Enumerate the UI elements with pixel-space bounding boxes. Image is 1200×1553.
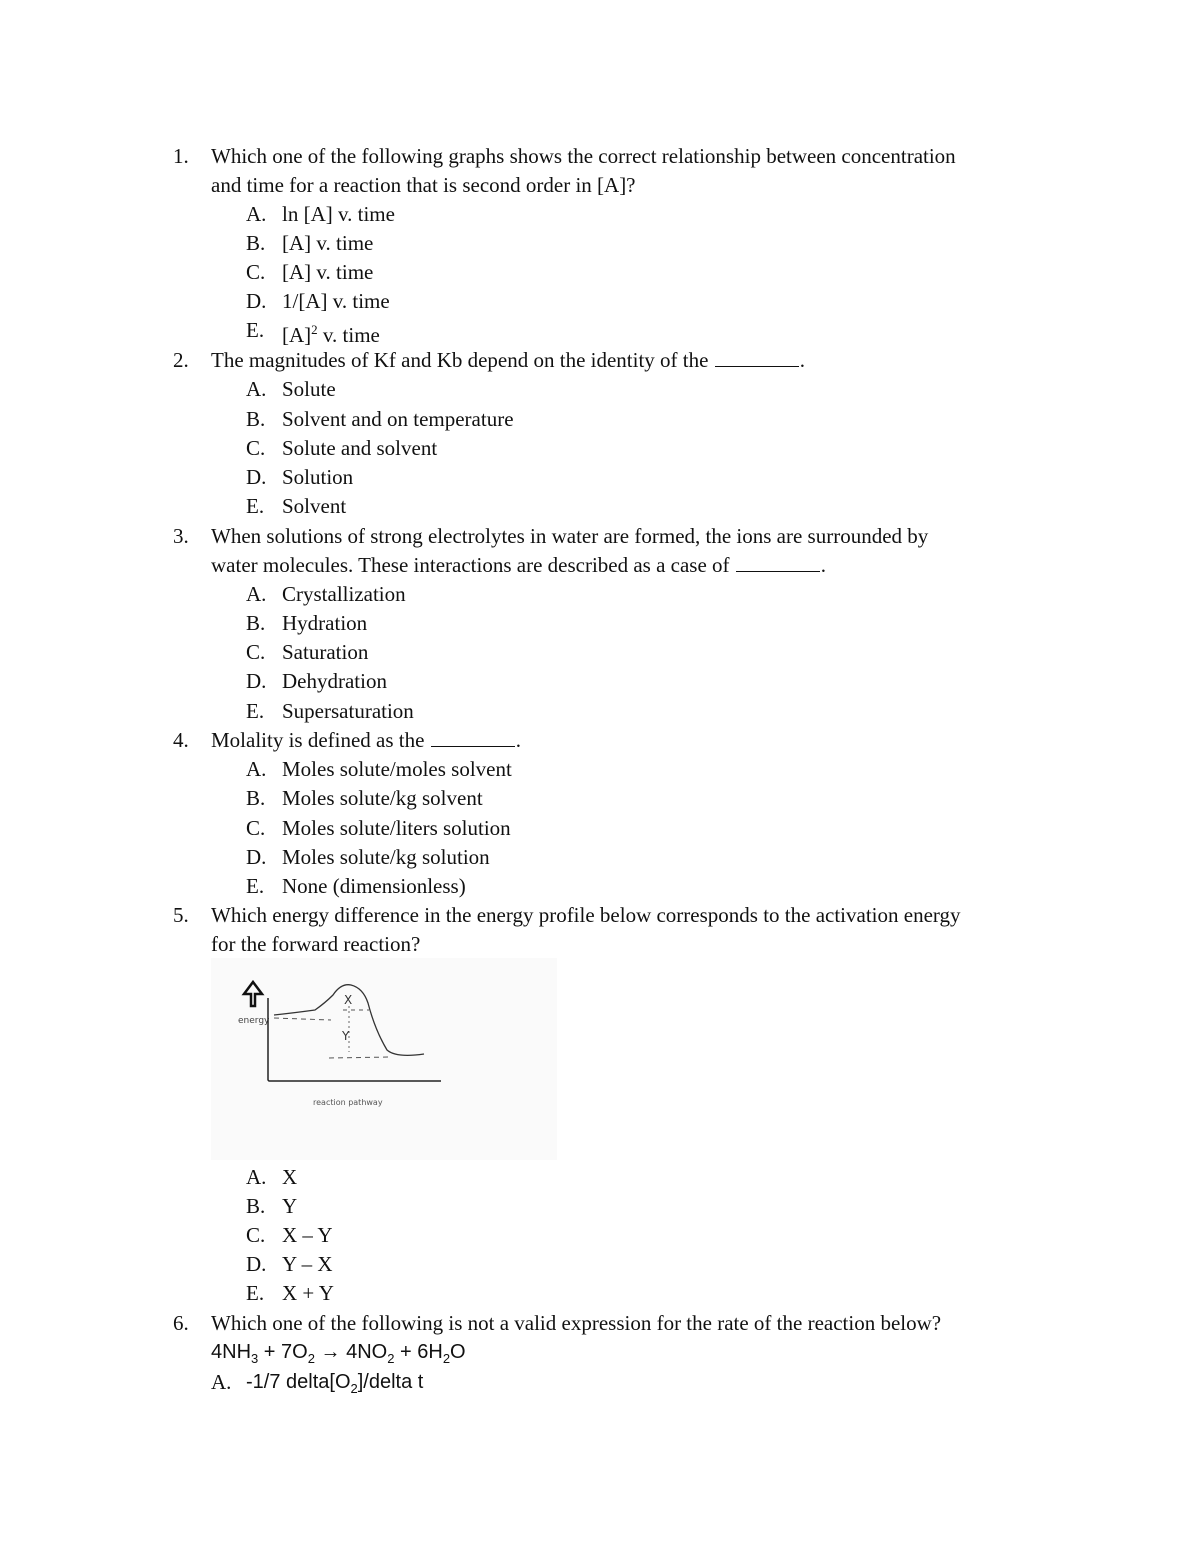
question-6-line-1: [0, 1308, 1200, 1338]
option-letter: A.: [211, 1370, 232, 1394]
option-text: Solvent and on temperature: [282, 407, 514, 431]
option-letter: B.: [246, 231, 266, 255]
option-letter: E.: [246, 1281, 265, 1305]
option-row: [0, 491, 1200, 521]
question-5-line-1: [0, 900, 1200, 930]
option-letter: B.: [246, 407, 266, 431]
answer-blank: [736, 551, 820, 572]
subscript: 2: [442, 1351, 451, 1366]
equation-part: 4NH: [211, 1341, 252, 1363]
option-row: [0, 1162, 1200, 1192]
option-letter: C.: [246, 816, 266, 840]
question-text: [211, 550, 826, 580]
option-text: Y – X: [282, 1252, 333, 1276]
question-text: [211, 345, 805, 375]
question-number: 4.: [173, 728, 189, 752]
option-text: Solute: [282, 377, 336, 401]
equation-part: + 6H: [394, 1341, 443, 1363]
question-3-line-2: [0, 550, 1200, 580]
option-text: [246, 1367, 423, 1404]
option-text: Solute and solvent: [282, 436, 438, 460]
option-row: [0, 783, 1200, 813]
energy-profile-diagram: [211, 958, 557, 1160]
option-row: [0, 637, 1200, 667]
question-text: Which energy difference in the energy profile below corresponds to the activation energy: [211, 903, 961, 927]
option-row: [0, 842, 1200, 872]
option-text: Saturation: [282, 640, 369, 664]
question-text-part: .: [820, 553, 827, 577]
option-row: [0, 1220, 1200, 1250]
subscript: 2: [387, 1351, 395, 1366]
option-text: Hydration: [282, 611, 368, 635]
option-text: X + Y: [282, 1281, 334, 1305]
y-difference-label: Y: [342, 1029, 350, 1043]
option-text: ln [A] v. time: [282, 202, 395, 226]
subscript: 2: [307, 1351, 315, 1366]
option-row: [0, 1191, 1200, 1221]
question-number: 1.: [173, 144, 189, 168]
option-row: [0, 608, 1200, 638]
option-letter: C.: [246, 640, 266, 664]
option-text: X: [282, 1165, 298, 1189]
answer-blank: [431, 726, 515, 747]
option-row: [0, 696, 1200, 726]
option-letter: A.: [246, 202, 267, 226]
option-text-part: v. time: [317, 323, 380, 347]
chemical-equation: [0, 1337, 1200, 1367]
option-letter: D.: [246, 845, 267, 869]
option-text: Moles solute/liters solution: [282, 816, 511, 840]
option-letter: E.: [246, 699, 265, 723]
option-letter: C.: [246, 260, 266, 284]
question-text: Which one of the following is not a valid expression for the rate of the reaction below?: [211, 1311, 942, 1335]
option-text: Solution: [282, 465, 354, 489]
option-row: [0, 1367, 1200, 1397]
subscript: 3: [251, 1351, 259, 1366]
option-text-part: -1/7 delta[O: [246, 1371, 351, 1393]
option-text-part: ]/delta t: [357, 1371, 424, 1393]
option-letter: E.: [246, 494, 265, 518]
option-text: Supersaturation: [282, 699, 414, 723]
x-axis-label: reaction pathway: [313, 1098, 383, 1107]
reactant-level-line: [274, 1018, 331, 1020]
subscript: 2: [350, 1381, 358, 1396]
product-level-line: [329, 1057, 391, 1058]
option-letter: C.: [246, 436, 266, 460]
question-text-part: .: [515, 728, 521, 752]
energy-profile-figure: [211, 958, 557, 1160]
question-text: When solutions of strong electrolytes in water are formed, the ions are surrounded by: [211, 524, 929, 548]
option-text: Dehydration: [282, 669, 387, 693]
x-difference-label: X: [344, 993, 353, 1007]
option-row: [0, 228, 1200, 258]
question-3-line-1: [0, 521, 1200, 551]
option-text: [A] v. time: [282, 231, 374, 255]
option-text: Y: [282, 1194, 298, 1218]
question-text-part: Molality is defined as the: [211, 728, 430, 752]
option-letter: A.: [246, 582, 267, 606]
option-letter: D.: [246, 289, 267, 313]
option-row: [0, 871, 1200, 901]
option-text: Crystallization: [282, 582, 406, 606]
question-number: 6.: [173, 1311, 189, 1335]
option-letter: A.: [246, 1165, 267, 1189]
option-letter: B.: [246, 1194, 266, 1218]
option-letter: E.: [246, 318, 265, 342]
equation-part: O: [450, 1341, 466, 1363]
option-text: Moles solute/moles solvent: [282, 757, 512, 781]
question-1-line-1: [0, 141, 1200, 171]
option-row: [0, 286, 1200, 316]
option-row: [0, 1278, 1200, 1308]
option-row: [0, 813, 1200, 843]
option-text-part: [A]: [282, 323, 312, 347]
arrow-icon: →: [314, 1341, 347, 1363]
question-number: 3.: [173, 524, 189, 548]
question-5-line-2: [0, 929, 1200, 959]
option-text: X – Y: [282, 1223, 333, 1247]
question-2-line-1: [0, 345, 1200, 375]
question-number: 2.: [173, 348, 189, 372]
question-text: and time for a reaction that is second order in [A]?: [211, 173, 636, 197]
y-axis-label: energy: [238, 1016, 270, 1026]
question-text: for the forward reaction?: [211, 932, 421, 956]
option-text: Moles solute/kg solution: [282, 845, 490, 869]
option-row: [0, 315, 1200, 345]
option-letter: D.: [246, 1252, 267, 1276]
option-text: None (dimensionless): [282, 874, 466, 898]
option-text: Solvent: [282, 494, 347, 518]
option-text: [A] v. time: [282, 260, 374, 284]
option-row: [0, 374, 1200, 404]
option-letter: E.: [246, 874, 265, 898]
equation-part: + 7O: [258, 1341, 308, 1363]
option-letter: B.: [246, 611, 266, 635]
option-letter: B.: [246, 786, 266, 810]
question-text: Which one of the following graphs shows the correct relationship between concentration: [211, 144, 956, 168]
option-row: [0, 462, 1200, 492]
question-number: 5.: [173, 903, 189, 927]
option-text: 1/[A] v. time: [282, 289, 390, 313]
option-row: [0, 1249, 1200, 1279]
option-row: [0, 404, 1200, 434]
option-row: [0, 199, 1200, 229]
superscript: 2: [311, 322, 318, 337]
up-arrow-icon: [244, 982, 262, 1006]
equation-part: 4NO: [346, 1341, 388, 1363]
option-row: [0, 754, 1200, 784]
option-text: Moles solute/kg solvent: [282, 786, 483, 810]
option-row: [0, 579, 1200, 609]
option-letter: D.: [246, 465, 267, 489]
question-text-part: water molecules. These interactions are described as a case of: [211, 553, 735, 577]
option-row: [0, 666, 1200, 696]
question-text-part: The magnitudes of Kf and Kb depend on the identity of the: [211, 348, 714, 372]
question-4-line-1: [0, 725, 1200, 755]
answer-blank: [715, 346, 799, 367]
option-letter: A.: [246, 377, 267, 401]
option-letter: D.: [246, 669, 267, 693]
question-text-part: .: [799, 348, 805, 372]
question-text: [211, 725, 521, 755]
option-letter: C.: [246, 1223, 266, 1247]
option-row: [0, 433, 1200, 463]
question-1-line-2: [0, 170, 1200, 200]
option-letter: A.: [246, 757, 267, 781]
option-row: [0, 257, 1200, 287]
